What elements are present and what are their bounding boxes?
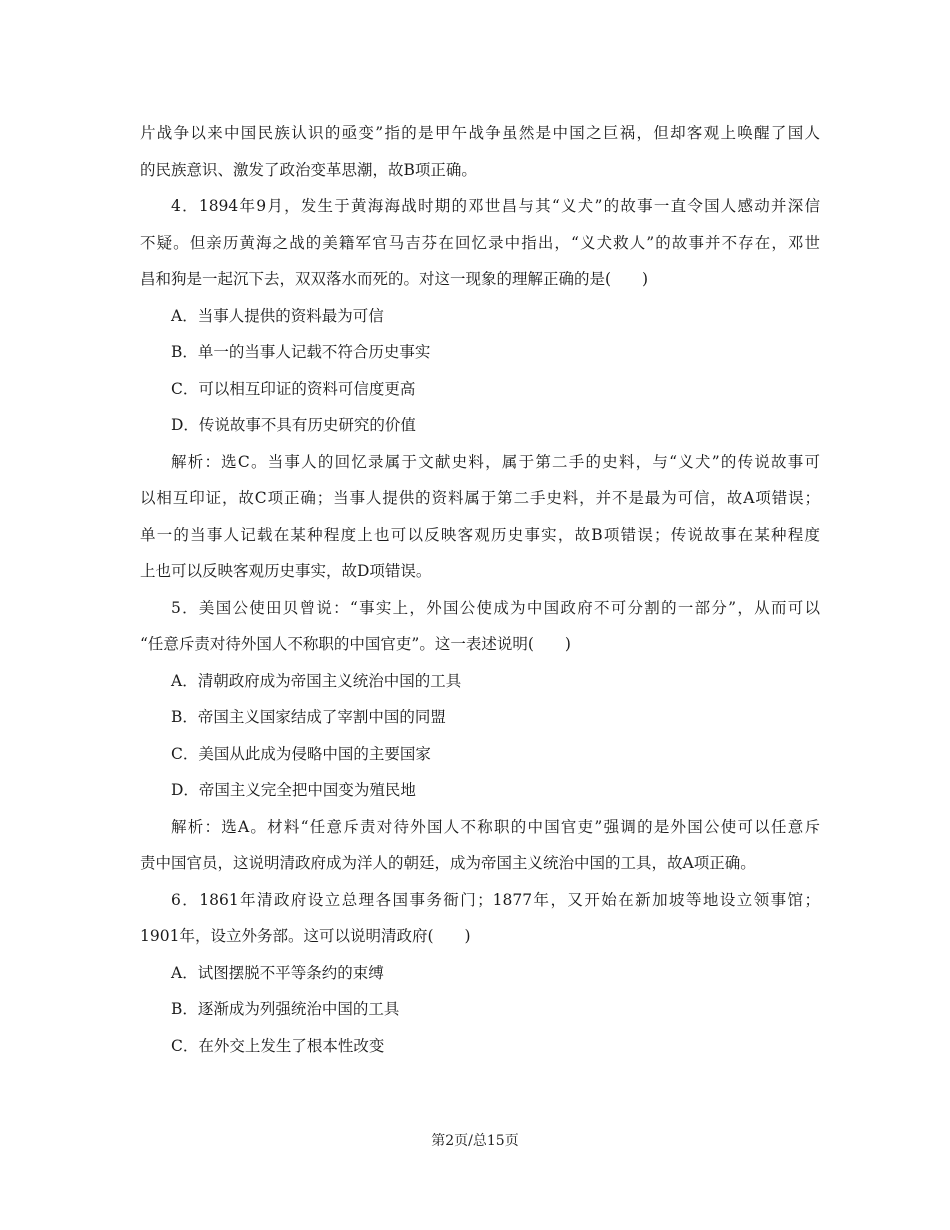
text-line: 以相互印证，故C项正确；当事人提供的资料属于第二手史料，并不是最为可信，故A项错误； <box>140 489 820 507</box>
question-4-analysis: 解析：选C。当事人的回忆录属于文献史料，属于第二手的史料，与“义犬”的传说故事可 <box>171 452 820 471</box>
page-number-footer: 第2页/总15页 <box>431 1133 519 1149</box>
question-4-option-b: B．单一的当事人记载不符合历史事实 <box>171 343 431 361</box>
question-5-analysis: 解析：选A。材料“任意斥责对待外国人不称职的中国官吏”强调的是外国公使可以任意斥 <box>171 817 820 836</box>
question-6-option-c: C．在外交上发生了根本性改变 <box>171 1036 385 1055</box>
question-4-option-a: A．当事人提供的资料最为可信 <box>171 306 384 325</box>
text-line: 不疑。但亲历黄海之战的美籍军官马吉芬在回忆录中指出，“义犬救人”的故事并不存在，邓世 <box>140 233 820 252</box>
text-line: 上也可以反映客观历史事实，故D项错误。 <box>140 562 432 580</box>
question-6-stem: 6．1861年清政府设立总理各国事务衙门；1877年，又开始在新加坡等地设立领事馆； <box>171 890 820 909</box>
text-line: 片战争以来中国民族认识的亟变”指的是甲午战争虽然是中国之巨祸，但却客观上唤醒了国人 <box>140 124 820 142</box>
question-6-option-b: B．逐渐成为列强统治中国的工具 <box>171 1000 400 1018</box>
text-line: 的民族意识、激发了政治变革思潮，故B项正确。 <box>140 160 477 179</box>
text-line: 责中国官员，这说明清政府成为洋人的朝廷，成为帝国主义统治中国的工具，故A项正确。 <box>140 854 756 872</box>
question-5-option-b: B．帝国主义国家结成了宰割中国的同盟 <box>171 708 446 726</box>
text-line: 单一的当事人记载在某种程度上也可以反映客观历史事实，故B项错误；传说故事在某种程度 <box>140 525 820 544</box>
question-5-option-d: D．帝国主义完全把中国变为殖民地 <box>171 781 416 799</box>
text-line: 1901年，设立外务部。这可以说明清政府( ) <box>140 927 471 945</box>
text-line: 昌和狗是一起沉下去，双双落水而死的。对这一现象的理解正确的是( ) <box>140 270 649 288</box>
question-4-option-d: D．传说故事不具有历史研究的价值 <box>171 416 416 434</box>
question-5-option-c: C．美国从此成为侵略中国的主要国家 <box>171 744 431 763</box>
question-4-option-c: C．可以相互印证的资料可信度更高 <box>171 379 416 398</box>
question-5-option-a: A．清朝政府成为帝国主义统治中国的工具 <box>171 671 462 690</box>
text-line: “任意斥责对待外国人不称职的中国官吏”。这一表述说明( ) <box>140 635 571 653</box>
page-body <box>140 115 820 1064</box>
question-6-option-a: A．试图摆脱不平等条约的束缚 <box>171 963 384 982</box>
question-4-stem: 4．1894年9月，发生于黄海海战时期的邓世昌与其“义犬”的故事一直令国人感动并深信 <box>171 197 820 215</box>
question-5-stem: 5．美国公使田贝曾说：“事实上，外国公使成为中国政府不可分割的一部分”，从而可以 <box>171 598 820 617</box>
